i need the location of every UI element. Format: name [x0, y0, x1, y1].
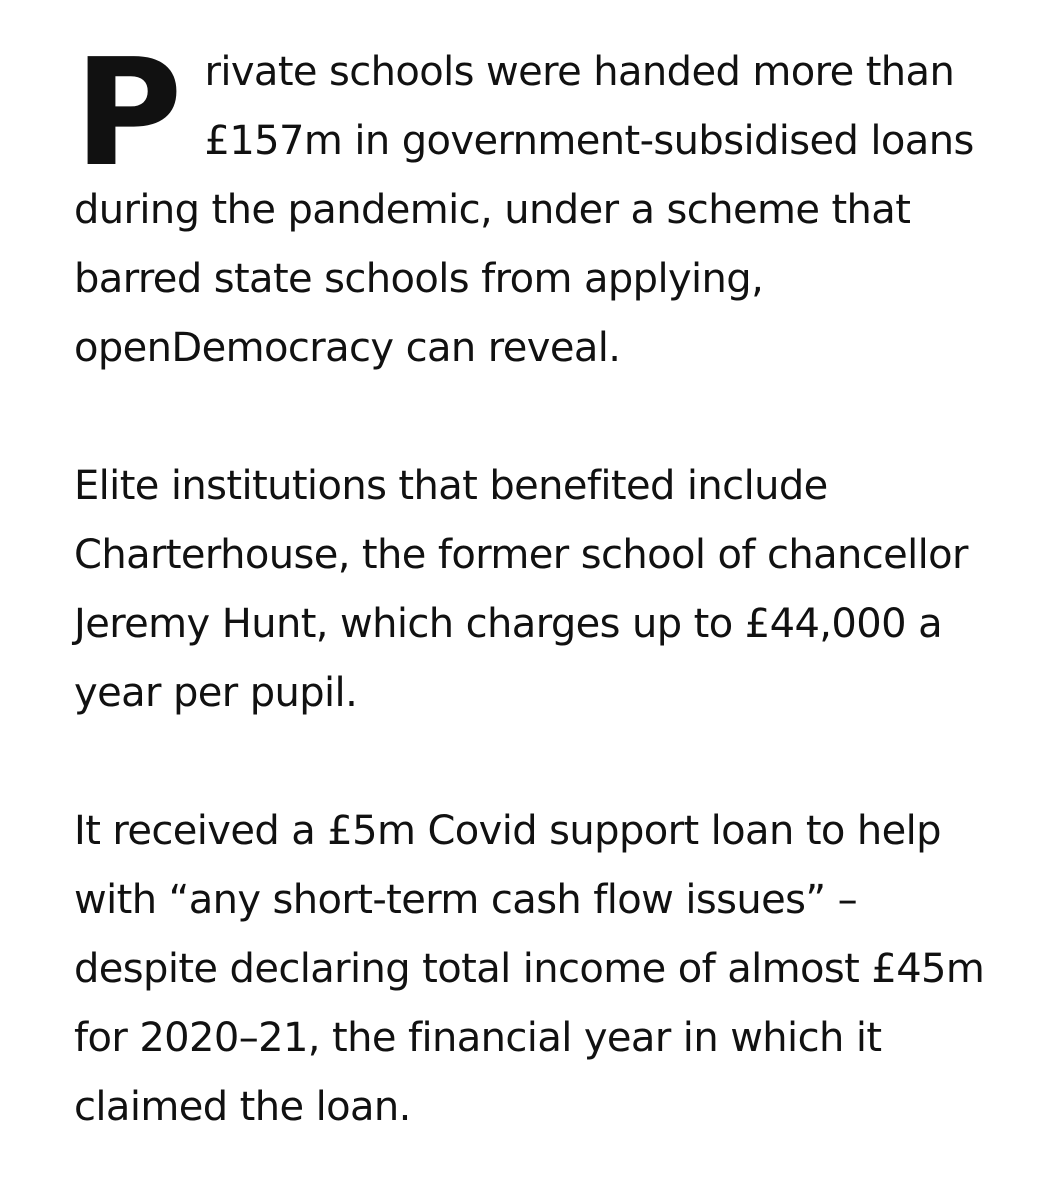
paragraph-2-line-3: Jeremy Hunt, which charges up to £44,000 a: [74, 601, 942, 647]
paragraph-2-line-4: year per pupil.: [74, 670, 358, 716]
paragraph-3-line-3: despite declaring total income of almost £45m: [74, 946, 985, 992]
paragraph-1-line-2: £157m in government-subsidised loans: [204, 118, 974, 164]
paragraph-3-line-2: with “any short-term cash flow issues” –: [74, 877, 858, 923]
paragraph-1-line-1: rivate schools were handed more than: [204, 49, 955, 95]
paragraph-3-line-1: It received a £5m Covid support loan to help: [74, 808, 941, 854]
paragraph-3: [74, 797, 1014, 1142]
paragraph-1-line-5: openDemocracy can reveal.: [74, 325, 621, 371]
article-body: [74, 27, 1014, 1142]
paragraph-1-line-3: during the pandemic, under a scheme that: [74, 187, 911, 233]
paragraph-1: [74, 27, 1014, 383]
paragraph-1-line-4: barred state schools from applying,: [74, 256, 764, 302]
paragraph-2-line-1: Elite institutions that benefited include: [74, 463, 828, 509]
paragraph-3-line-5: claimed the loan.: [74, 1084, 411, 1130]
paragraph-2-line-2: Charterhouse, the former school of chancellor: [74, 532, 968, 578]
paragraph-3-line-4: for 2020–21, the financial year in which it: [74, 1015, 882, 1061]
drop-cap-letter: P: [74, 27, 183, 199]
paragraph-2: [74, 452, 1014, 728]
